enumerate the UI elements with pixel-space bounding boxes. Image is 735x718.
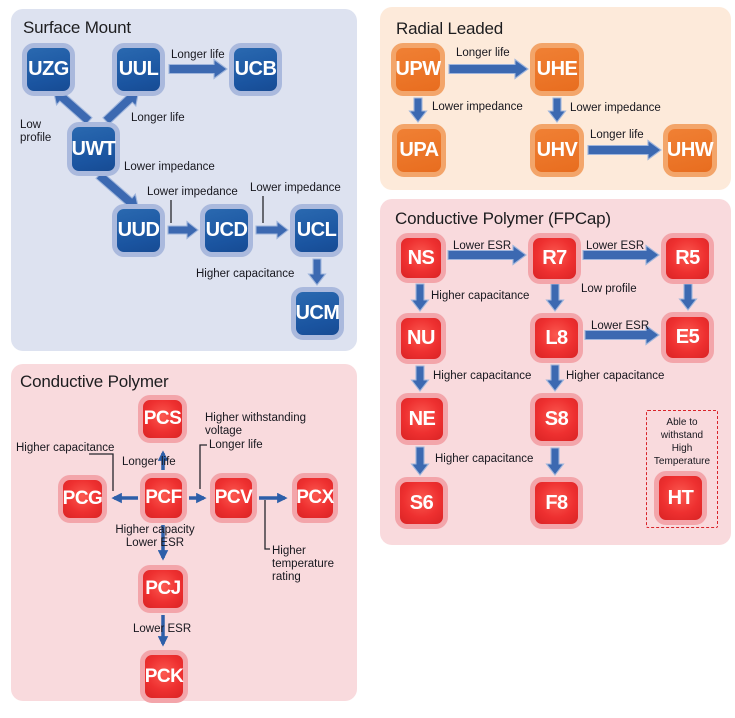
node-nu: NU (396, 313, 446, 364)
arrow-l8-s8 (547, 365, 564, 391)
arrow-ne-s6 (412, 447, 429, 475)
node-e5: E5 (661, 312, 714, 363)
radial-leaded-panel (380, 7, 731, 190)
label-uhv-uhw: Longer life (590, 129, 644, 141)
conductive-polymer-panel (11, 364, 357, 701)
node-uwt: UWT (67, 122, 120, 176)
label-upw-upa: Lower impedance (432, 101, 523, 113)
node-ucm: UCM (291, 287, 344, 340)
arrow-r7-l8 (547, 284, 564, 311)
high-temperature-note: Able to withstand High Temperature (653, 417, 711, 467)
node-ucd: UCD (200, 204, 253, 257)
node-ht: HT (654, 471, 707, 525)
label-ne-s6: Higher capacitance (435, 453, 534, 465)
node-pcv: PCV (210, 473, 257, 523)
pointer-line-longer-life (200, 445, 207, 489)
surface-mount-panel (11, 9, 357, 351)
arrow-uul-ucb (169, 60, 227, 79)
arrow-uud-ucd (168, 222, 198, 239)
node-uud: UUD (112, 204, 165, 257)
label-pcf-pcj-line2: Lower ESR (125, 537, 185, 550)
label-pcj-pck: Lower ESR (133, 623, 192, 635)
node-pcj: PCJ (138, 565, 188, 613)
label-pcf-pcj-line1: Higher capacity (115, 524, 195, 536)
arrow-ucl-ucm (309, 259, 326, 285)
arrow-upw-uhe (449, 60, 528, 79)
node-uzg: UZG (22, 43, 75, 96)
label-uwt-uud: Lower impedance (124, 161, 215, 173)
label-uhe-uhv: Lower impedance (570, 102, 661, 114)
node-pck: PCK (140, 650, 188, 703)
arrow-nu-ne (412, 366, 429, 391)
node-pcx: PCX (292, 473, 338, 523)
label-upw-uhe: Longer life (456, 47, 510, 59)
node-uul: UUL (112, 43, 165, 96)
conductive-polymer-title: Conductive Polymer (20, 372, 169, 391)
label-r7-l8: Low profile (581, 283, 637, 295)
fpcap-title: Conductive Polymer (FPCap) (395, 209, 611, 228)
arrow-r5-e5 (680, 284, 697, 310)
high-temperature-box (646, 410, 718, 528)
arrow-ns-nu (412, 284, 429, 311)
label-r7-r5: Lower ESR (586, 240, 645, 252)
node-uhw: UHW (663, 124, 717, 177)
node-pcs: PCS (138, 395, 187, 443)
label-l8-e5: Lower ESR (591, 320, 650, 332)
label-pcf-pcv: Longer life (209, 439, 263, 451)
node-s6: S6 (395, 477, 448, 529)
label-nu-ne: Higher capacitance (433, 370, 532, 382)
radial-leaded-title: Radial Leaded (396, 19, 504, 38)
node-ucb: UCB (229, 43, 282, 96)
label-pcf-pcj (95, 524, 215, 550)
arrow-s8-f8 (547, 448, 564, 475)
label-higher-temperature-rating: Higher temperature rating (272, 545, 335, 584)
label-uul-ucb: Longer life (171, 49, 225, 61)
node-ucl: UCL (290, 204, 343, 257)
label-ucl-ucm: Higher capacitance (196, 268, 295, 280)
label-pcf-pcs: Longer life (122, 456, 176, 468)
label-voltage: voltage (205, 425, 243, 437)
label-ucd-ucl: Lower impedance (250, 182, 341, 194)
arrow-uhe-uhv (549, 98, 566, 122)
node-uhv: UHV (530, 124, 584, 177)
arrow-ucd-ucl (256, 222, 288, 239)
label-ns-r7: Lower ESR (453, 240, 512, 252)
node-l8: L8 (530, 313, 583, 363)
label-uud-ucd: Lower impedance (147, 186, 238, 198)
node-upa: UPA (392, 124, 446, 177)
node-pcf: PCF (140, 473, 187, 523)
label-uwt-uzg: Low profile (20, 119, 52, 145)
label-l8-s8: Higher capacitance (566, 370, 665, 382)
node-uhe: UHE (530, 43, 584, 96)
node-r5: R5 (661, 233, 714, 284)
node-ne: NE (396, 393, 448, 445)
node-f8: F8 (530, 477, 583, 529)
node-ns: NS (396, 233, 446, 283)
label-uwt-uul: Longer life (131, 112, 185, 124)
surface-mount-title: Surface Mount (23, 18, 131, 37)
arrow-uhv-uhw (588, 141, 661, 160)
label-pcf-pcg: Higher capacitance (16, 442, 115, 454)
node-upw: UPW (391, 43, 445, 96)
node-r7: R7 (528, 233, 581, 284)
arrow-upw-upa (410, 98, 427, 122)
label-higher-withstanding: Higher withstanding (205, 412, 307, 424)
label-ns-nu: Higher capacitance (431, 290, 530, 302)
node-pcg: PCG (58, 475, 107, 523)
node-s8: S8 (530, 393, 583, 446)
pointer-line-higher-temperature (265, 500, 270, 549)
fpcap-panel (380, 199, 731, 545)
